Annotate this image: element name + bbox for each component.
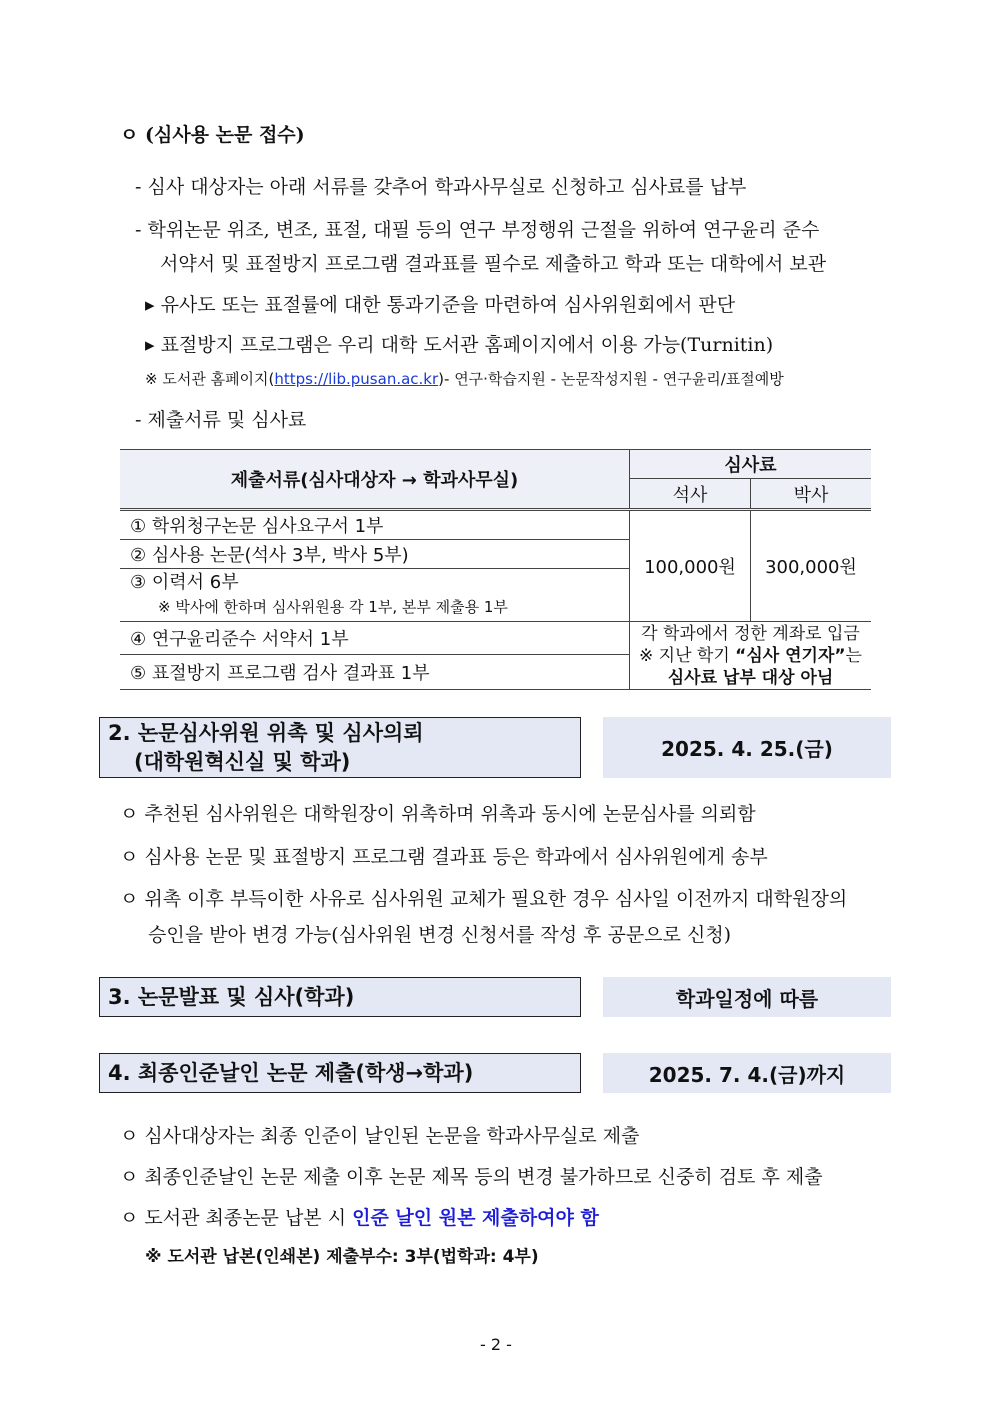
table-row-1: ① 학위청구논문 심사요구서 1부	[120, 510, 630, 540]
table-head-doctor: 박사	[751, 479, 872, 510]
section2-title-line2: (대학원혁신실 및 학과)	[134, 750, 351, 774]
table-row-2: ② 심사용 논문(석사 3부, 박사 5부)	[120, 540, 630, 569]
docs-title: - 제출서류 및 심사료	[135, 409, 307, 431]
intake-line-2b: 서약서 및 표절방지 프로그램 결과표를 필수로 제출하고 학과 또는 대학에서 보관	[160, 253, 827, 275]
section2-item-3b: 승인을 받아 변경 가능(심사위원 변경 신청서를 작성 후 공문으로 신청)	[148, 924, 732, 946]
table-row-4: ④ 연구윤리준수 서약서 1부	[120, 622, 630, 655]
table-head-master: 석사	[630, 479, 751, 510]
table-row-3-label: ③ 이력서 6부	[130, 572, 239, 593]
section3-date: 학과일정에 따름	[603, 977, 891, 1017]
section2-item-1: ㅇ 추천된 심사위원은 대학원장이 위촉하며 위촉과 동시에 논문심사를 의뢰함	[120, 803, 756, 825]
library-note-prefix: ※ 도서관 홈페이지(	[145, 370, 275, 388]
payment-note-1: 각 학과에서 정한 계좌로 입금	[641, 623, 860, 644]
section3-title-box: 3. 논문발표 및 심사(학과)	[99, 977, 581, 1017]
section4-item-3	[120, 1203, 599, 1230]
section2-item-2: ㅇ 심사용 논문 및 표절방지 프로그램 결과표 등은 학과에서 심사위원에게 송부	[120, 846, 768, 868]
intake-line-1: - 심사 대상자는 아래 서류를 갖추어 학과사무실로 신청하고 심사료를 납부	[135, 176, 747, 198]
section4-title-box: 4. 최종인준날인 논문 제출(학생→학과)	[99, 1053, 581, 1093]
section2-item-3a: ㅇ 위촉 이후 부득이한 사유로 심사위원 교체가 필요한 경우 심사일 이전까지 대학원장의	[120, 888, 848, 910]
payment-note-3: 심사료 납부 대상 아님	[667, 667, 834, 688]
library-link[interactable]: https://lib.pusan.ac.kr	[274, 370, 439, 388]
table-head-docs: 제출서류(심사대상자 → 학과사무실)	[120, 450, 630, 510]
table-head-fee: 심사료	[630, 450, 872, 479]
section4-item-2: ㅇ 최종인준날인 논문 제출 이후 논문 제목 등의 변경 불가하므로 신중히 검토 후 제출	[120, 1166, 823, 1188]
intake-line-2a: - 학위논문 위조, 변조, 표절, 대필 등의 연구 부정행위 근절을 위하여 연구윤리 준수	[135, 219, 820, 241]
library-copies-note: ※ 도서관 납본(인쇄본) 제출부수: 3부(법학과: 4부)	[145, 1247, 539, 1267]
library-note	[145, 368, 784, 389]
library-note-suffix: )- 연구·학습지원 - 논문작성지원 - 연구윤리/표절예방	[438, 370, 784, 388]
section2-date: 2025. 4. 25.(금)	[603, 717, 891, 778]
table-row-3-note: ※ 박사에 한하며 심사위원용 각 1부, 본부 제출용 1부	[158, 598, 508, 616]
payment-note	[630, 622, 872, 690]
table-row-5: ⑤ 표절방지 프로그램 검사 결과표 1부	[120, 655, 630, 690]
intake-bullet-1: ▸ 유사도 또는 표절률에 대한 통과기준을 마련하여 심사위원회에서 판단	[145, 294, 736, 316]
page-number: - 2 -	[480, 1335, 512, 1354]
fee-master: 100,000원	[630, 510, 751, 622]
section4-date: 2025. 7. 4.(금)까지	[603, 1053, 891, 1093]
section4-item-3-highlight: 인준 날인 원본 제출하여야 함	[352, 1207, 599, 1229]
section4-item-1: ㅇ 심사대상자는 최종 인준이 날인된 논문을 학과사무실로 제출	[120, 1125, 640, 1147]
section2-title-line1: 2. 논문심사위원 위촉 및 심사의뢰	[108, 721, 424, 745]
section4-item-3-prefix: ㅇ 도서관 최종논문 납본 시	[120, 1207, 353, 1229]
fee-table	[120, 449, 871, 690]
intake-bullet-2: ▸ 표절방지 프로그램은 우리 대학 도서관 홈페이지에서 이용 가능(Turnitin)	[145, 334, 774, 356]
table-row-3	[120, 569, 630, 622]
intake-heading: ㅇ (심사용 논문 접수)	[120, 124, 305, 146]
section2-title-box	[99, 717, 581, 778]
payment-note-2: ※ 지난 학기 “심사 연기자”는	[639, 645, 862, 666]
fee-doctor: 300,000원	[751, 510, 872, 622]
